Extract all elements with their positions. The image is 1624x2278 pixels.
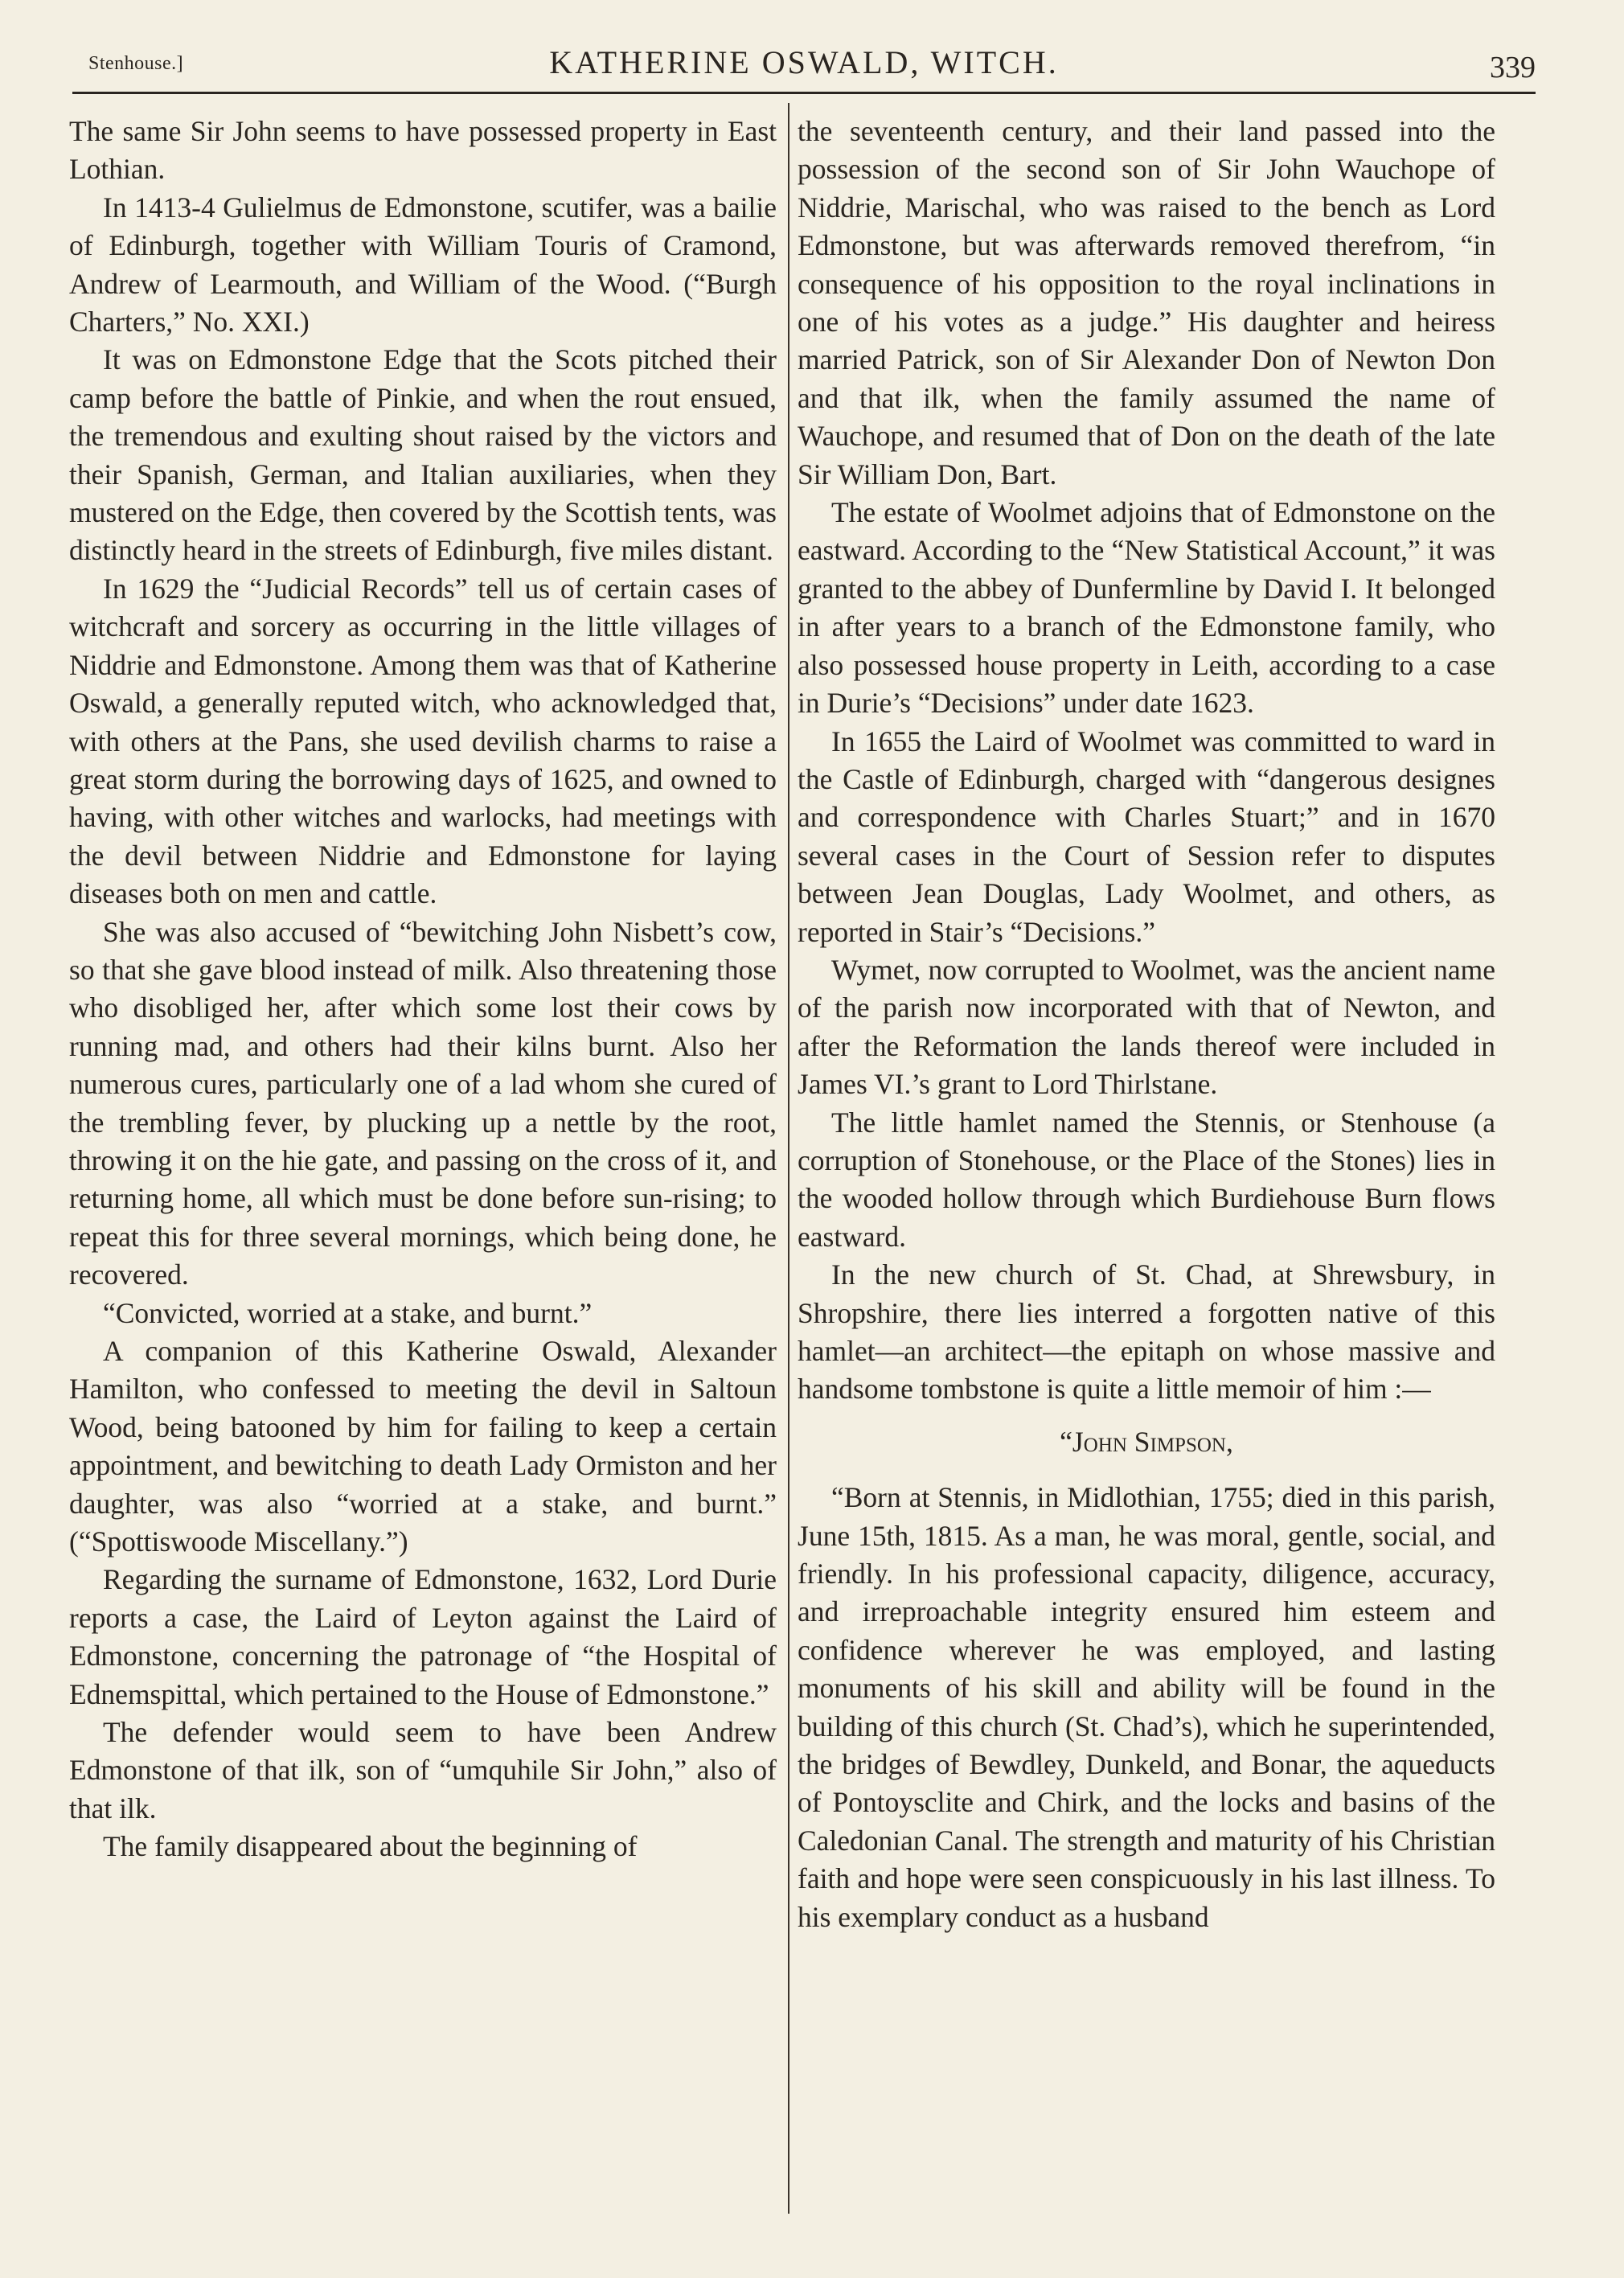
paragraph: The estate of Woolmet adjoins that of Edmonstone on the eastward. According to the “New Statistical Account,” it was granted to the abbey of Dunfermline by David I. It belonged in after years to a branch of the Edmonstone family, who also possessed house property in Leith, according to a case in Durie’s “Decisions” under date 1623.	[798, 496, 1495, 720]
epitaph-text: “Born at Stennis, in Midlothian, 1755; died in this parish, June 15th, 1815. As a man, he was moral, gentle, social, and friendly. In his professional capacity, diligence, accuracy, and irreproachable integrity ensured him esteem and confidence wherever he was employed, and lasting monuments of his skill and ability will be found in the building of this church (St. Chad’s), which he superintended, the bridges of Bewdley, Dunkeld, and Bonar, the aqueducts of Pontoysclite and Chirk, and the locks and basins of the Caledonian Canal. The strength and maturity of his Christian faith and hope were seen conspicuously in his last illness. To his exemplary conduct as a husband	[798, 1481, 1495, 1933]
section-marker: Stenhouse.]	[88, 53, 184, 74]
header-rule	[72, 92, 1536, 94]
left-column	[69, 113, 777, 1866]
epitaph-heading: “John Simpson,	[1060, 1425, 1233, 1458]
paragraph: In 1413-4 Gulielmus de Edmonstone, scutifer, was a bailie of Edinburgh, together with William Touris of Cramond, Andrew of Learmouth, and William of the Wood. (“Burgh Charters,” No. XXI.)	[69, 191, 777, 339]
right-column	[798, 113, 1495, 1936]
paragraph: Wymet, now corrupted to Woolmet, was the ancient name of the parish now incorporated with that of Newton, and after the Reformation the lands thereof were included in James VI.’s grant to Lord Thirlstane.	[798, 953, 1495, 1101]
paragraph: It was on Edmonstone Edge that the Scots pitched their camp before the battle of Pinkie, and when the rout ensued, the tremendous and exulting shout raised by the victors and their Spanish, German, and Italian auxiliaries, when they mustered on the Edge, then covered by the Scottish tents, was distinctly heard in the streets of Edinburgh, five miles distant.	[69, 343, 777, 567]
paragraph: A companion of this Katherine Oswald, Alexander Hamilton, who confessed to meeting the devil in Saltoun Wood, being batooned by him for failing to keep a certain appointment, and bewitching to death Lady Ormiston and her daughter, was also “worried at a stake, and burnt.” (“Spottiswoode Miscellany.”)	[69, 1335, 777, 1558]
paragraph: The same Sir John seems to have possessed property in East Lothian.	[69, 115, 777, 186]
paragraph: In the new church of St. Chad, at Shrewsbury, in Shropshire, there lies interred a forgotten native of this hamlet—an architect—the epitaph on whose massive and handsome tombstone is quite a little memoir of him :—	[798, 1258, 1495, 1406]
column-divider	[788, 103, 789, 2214]
paragraph: The family disappeared about the beginning of	[103, 1830, 638, 1863]
page-header	[72, 40, 1536, 96]
paragraph: the seventeenth century, and their land passed into the possession of the second son of Sir John Wauchope of Niddrie, Marischal, who was raised to the bench as Lord Edmonstone, but was afterwards removed therefrom, “in consequence of his opposition to the royal inclinations in one of his votes as a judge.” His daughter and heiress married Patrick, son of Sir Alexander Don of Newton Don and that ilk, when the family assumed the name of Wauchope, and resumed that of Don on the death of the late Sir William Don, Bart.	[798, 115, 1495, 490]
paragraph: The little hamlet named the Stennis, or Stenhouse (a corruption of Stonehouse, or the Place of the Stones) lies in the wooded hollow through which Burdiehouse Burn flows eastward.	[798, 1106, 1495, 1253]
page-number: 339	[1490, 51, 1536, 84]
paragraph: In 1655 the Laird of Woolmet was committed to ward in the Castle of Edinburgh, charged with “dangerous designes and correspondence with Charles Stuart;” and in 1670 several cases in the Court of Session refer to disputes between Jean Douglas, Lady Woolmet, and others, as reported in Stair’s “Decisions.”	[798, 724, 1495, 948]
paragraph: Regarding the surname of Edmonstone, 1632, Lord Durie reports a case, the Laird of Leyton against the Laird of Edmonstone, concerning the patronage of “the Hospital of Ednemspittal, which pertained to the House of Edmonstone.”	[69, 1563, 777, 1710]
paragraph: In 1629 the “Judicial Records” tell us of certain cases of witchcraft and sorcery as occurring in the little villages of Niddrie and Edmonstone. Among them was that of Katherine Oswald, a generally reputed witch, who acknowledged that, with others at the Pans, she used devilish charms to raise a great storm during the borrowing days of 1625, and owned to having, with other witches and warlocks, had meetings with the devil between Niddrie and Edmonstone for laying diseases both on men and cattle.	[69, 572, 777, 910]
paragraph: She was also accused of “bewitching John Nisbett’s cow, so that she gave blood instead of milk. Also threatening those who disobliged her, after which some lost their cows by running mad, and others had their kilns burnt. Also her numerous cures, particularly one of a lad whom she cured of the trembling fever, by plucking up a nettle by the root, throwing it on the hie gate, and passing on the cross of it, and returning home, all which must be done before sun-rising; to repeat this for three several mornings, which being done, he recovered.	[69, 915, 777, 1291]
paragraph: “Convicted, worried at a stake, and burnt.”	[103, 1296, 593, 1329]
running-title: KATHERINE OSWALD, WITCH.	[549, 44, 1059, 80]
paragraph: The defender would seem to have been Andrew Edmonstone of that ilk, son of “umquhile Sir John,” also of that ilk.	[69, 1716, 777, 1824]
